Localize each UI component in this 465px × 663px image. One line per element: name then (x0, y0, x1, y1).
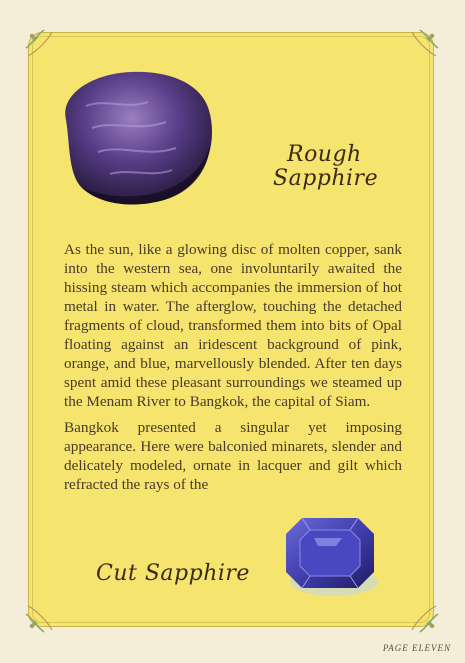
rough-sapphire-caption-line1: Rough (287, 142, 362, 167)
cut-sapphire-caption: Cut Sapphire (96, 561, 250, 586)
rough-sapphire-image (52, 62, 222, 212)
page-number-label: PAGE ELEVEN (382, 643, 451, 653)
corner-ornament-bottom-left (22, 590, 68, 636)
body-paragraph-2: Bangkok presented a singular yet imposing appearance. Here were balconied minarets, slender and delicately modeled, ornate in lacquer and gilt which refracted the rays of the (64, 419, 402, 493)
rough-sapphire-caption-line2: Sapphire (273, 166, 379, 191)
body-text (64, 240, 402, 501)
body-paragraph-1: As the sun, like a glowing disc of molten copper, sank into the western sea, one involuntarily awaited the hissing steam which accompanies the immersion of hot metal in water. The afterglow, touching the detached fragments of cloud, transformed them into bits of Opal floating against an iridescent background of pink, orange, and blue, marvellously blended. After ten days spent amid these pleasant surroundings we steamed up the Menam River to Bangkok, the capital of Siam. (64, 241, 402, 410)
cut-sapphire-image (280, 512, 380, 600)
corner-ornament-top-right (396, 26, 442, 72)
corner-ornament-bottom-right (396, 590, 442, 636)
